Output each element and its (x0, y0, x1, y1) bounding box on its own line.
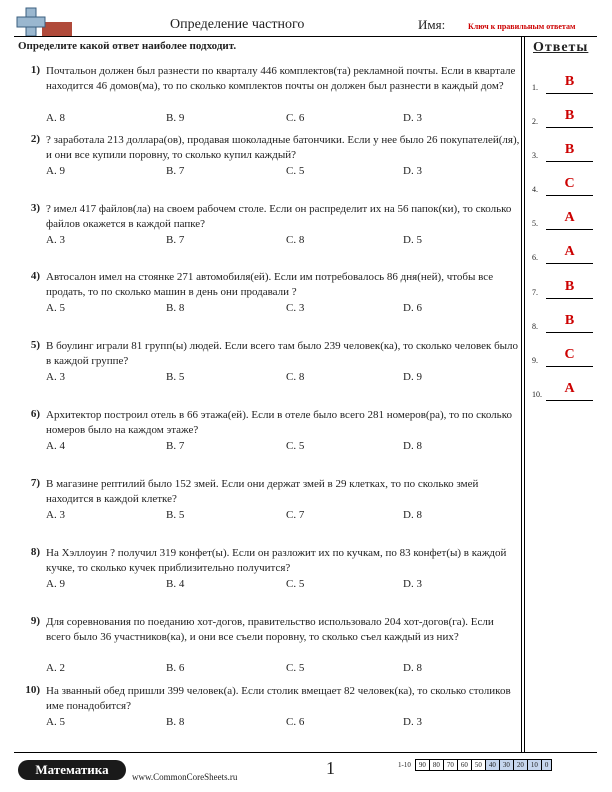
answer-number: 8. (532, 322, 538, 331)
question-number: 6) (30, 408, 40, 420)
option-b: B. 4 (166, 578, 185, 590)
question-text: Для соревнования по поеданию хот-догов, правительство использовало 204 хот-догов(га). Если всего было 36 участников(ка), и они все съели поровну, то сколько съел каждый из них? (46, 616, 494, 643)
answer-value: B (564, 313, 575, 328)
option-b: B. 5 (166, 371, 185, 383)
answers-divider (521, 36, 522, 752)
score-label: 1-10 (398, 761, 411, 769)
option-c: C. 8 (286, 234, 305, 246)
answer-value: B (564, 74, 575, 89)
option-d: D. 3 (403, 112, 422, 124)
option-c: C. 5 (286, 440, 305, 452)
option-b: B. 8 (166, 302, 185, 314)
page-number: 1 (326, 758, 335, 778)
answer-value: A (564, 244, 575, 259)
option-b: B. 5 (166, 509, 185, 521)
question-text: Архитектор построил отель в 66 этажа(ей). Если в отеле было всего 281 номеров(ра), то по сколько номеров было на каждом этаже? (46, 409, 512, 436)
score-cell: 20 (513, 760, 527, 771)
answers-divider-inner (524, 36, 525, 752)
option-a: A. 4 (46, 440, 65, 452)
answer-line (546, 366, 593, 367)
option-d: D. 3 (403, 165, 422, 177)
site-url: www.CommonCoreSheets.ru (132, 772, 238, 782)
option-c: C. 8 (286, 371, 305, 383)
answer-slot (532, 210, 596, 230)
answer-value: A (564, 381, 575, 396)
answer-line (546, 93, 593, 94)
option-b: B. 7 (166, 165, 185, 177)
answer-slot (532, 313, 596, 333)
answer-value: C (564, 347, 575, 362)
question-text: На званный обед пришли 399 человек(а). Если столик вмещает 82 человек(ка), то сколько столиков име понадобится? (46, 685, 511, 712)
question-number: 8) (30, 546, 40, 558)
option-c: C. 5 (286, 165, 305, 177)
answer-key-note: Ключ к правильным ответам (468, 22, 576, 31)
option-d: D. 9 (403, 371, 422, 383)
score-cell: 10 (527, 760, 541, 771)
answer-slot (532, 74, 596, 94)
answer-number: 4. (532, 185, 538, 194)
option-c: C. 6 (286, 716, 305, 728)
option-d: D. 5 (403, 234, 422, 246)
option-a: A. 9 (46, 165, 65, 177)
answer-number: 9. (532, 356, 538, 365)
answer-line (546, 263, 593, 264)
question-number: 10) (25, 684, 40, 696)
question-text: Автосалон имел на стоянке 271 автомобиля(ей). Если им потребовалось 86 дня(ней), чтобы все продать, то по сколько машин в день они продавали ? (46, 271, 494, 298)
answer-number: 10. (532, 390, 542, 399)
name-label: Имя: (418, 17, 446, 32)
question-number: 2) (30, 133, 40, 145)
question-number: 7) (30, 477, 40, 489)
score-cell: 70 (443, 760, 457, 771)
answer-number: 6. (532, 253, 538, 262)
answer-value: A (564, 210, 575, 225)
option-a: A. 9 (46, 578, 65, 590)
answer-slot (532, 381, 596, 401)
answer-line (546, 400, 593, 401)
instruction: Определите какой ответ наиболее подходит. (18, 40, 237, 52)
answer-number: 2. (532, 117, 538, 126)
option-c: C. 3 (286, 302, 305, 314)
answer-value: B (564, 142, 575, 157)
score-table (395, 759, 552, 771)
answer-line (546, 332, 593, 333)
question-text: Почтальон должен был разнести по кварталу 446 комплектов(та) рекламной почты. Если в квартале находится 46 домов(ма), то по сколько комплектов почты он должен был разнести в каждый дом? (46, 65, 516, 92)
score-cell: 60 (457, 760, 471, 771)
option-c: C. 5 (286, 578, 305, 590)
answer-line (546, 161, 593, 162)
answer-number: 7. (532, 288, 538, 297)
answer-line (546, 298, 593, 299)
header-divider (14, 36, 597, 37)
answer-value: B (564, 108, 575, 123)
answer-number: 3. (532, 151, 538, 160)
worksheet-title: Определение частного (170, 17, 305, 32)
option-a: A. 3 (46, 509, 65, 521)
score-cell: 0 (541, 760, 552, 771)
score-cell: 30 (499, 760, 513, 771)
answer-number: 5. (532, 219, 538, 228)
answer-slot (532, 176, 596, 196)
option-a: A. 2 (46, 662, 65, 674)
option-d: D. 8 (403, 440, 422, 452)
question-text: На Хэллоуин ? получил 319 конфет(ы). Если он разложит их по кучкам, по 83 конфет(ы) в каждой кучке, то сколько кучек приблизительно получится? (46, 547, 507, 574)
option-a: A. 3 (46, 234, 65, 246)
answer-slot (532, 108, 596, 128)
footer-divider (14, 752, 597, 753)
option-a: A. 5 (46, 302, 65, 314)
question-number: 5) (30, 339, 40, 351)
score-cell: 90 (415, 760, 429, 771)
question-number: 3) (30, 202, 40, 214)
answer-slot (532, 142, 596, 162)
question-number: 1) (30, 64, 40, 76)
score-cell: 40 (485, 760, 499, 771)
option-d: D. 3 (403, 716, 422, 728)
answer-line (546, 127, 593, 128)
answer-line (546, 195, 593, 196)
question-text: ? заработала 213 доллара(ов), продавая шоколадные батончики. Если у нее было 26 покупателей(ля), и они все купили поровну, то сколько купил каждый? (46, 134, 520, 161)
option-d: D. 8 (403, 662, 422, 674)
option-c: C. 6 (286, 112, 305, 124)
option-d: D. 8 (403, 509, 422, 521)
option-a: A. 8 (46, 112, 65, 124)
answer-value: B (564, 279, 575, 294)
option-c: C. 5 (286, 662, 305, 674)
subject-badge: Математика (18, 760, 126, 780)
answer-value: C (564, 176, 575, 191)
option-a: A. 5 (46, 716, 65, 728)
option-b: B. 7 (166, 440, 185, 452)
answer-line (546, 229, 593, 230)
option-d: D. 3 (403, 578, 422, 590)
question-text: ? имел 417 файлов(ла) на своем рабочем столе. Если он распределит их на 56 папок(ки), то сколько файлов окажется в каждой папке? (46, 203, 512, 230)
question-number: 4) (30, 270, 40, 282)
score-cell: 50 (471, 760, 485, 771)
answer-slot (532, 279, 596, 299)
option-b: B. 6 (166, 662, 185, 674)
answer-slot (532, 347, 596, 367)
question-number: 9) (30, 615, 40, 627)
answer-number: 1. (532, 83, 538, 92)
answers-title: Ответы (533, 40, 589, 55)
logo-plus-icon (16, 6, 76, 38)
question-text: В магазине рептилий было 152 змей. Если они держат змей в 29 клетках, то по сколько змей находится в каждой клетке? (46, 478, 479, 505)
option-b: B. 8 (166, 716, 185, 728)
option-a: A. 3 (46, 371, 65, 383)
answer-slot (532, 244, 596, 264)
option-c: C. 7 (286, 509, 305, 521)
option-b: B. 9 (166, 112, 185, 124)
question-text: В боулинг играли 81 групп(ы) людей. Если всего там было 239 человек(ка), то сколько человек было в каждой группе? (46, 340, 519, 367)
option-b: B. 7 (166, 234, 185, 246)
score-cell: 80 (429, 760, 443, 771)
option-d: D. 6 (403, 302, 422, 314)
